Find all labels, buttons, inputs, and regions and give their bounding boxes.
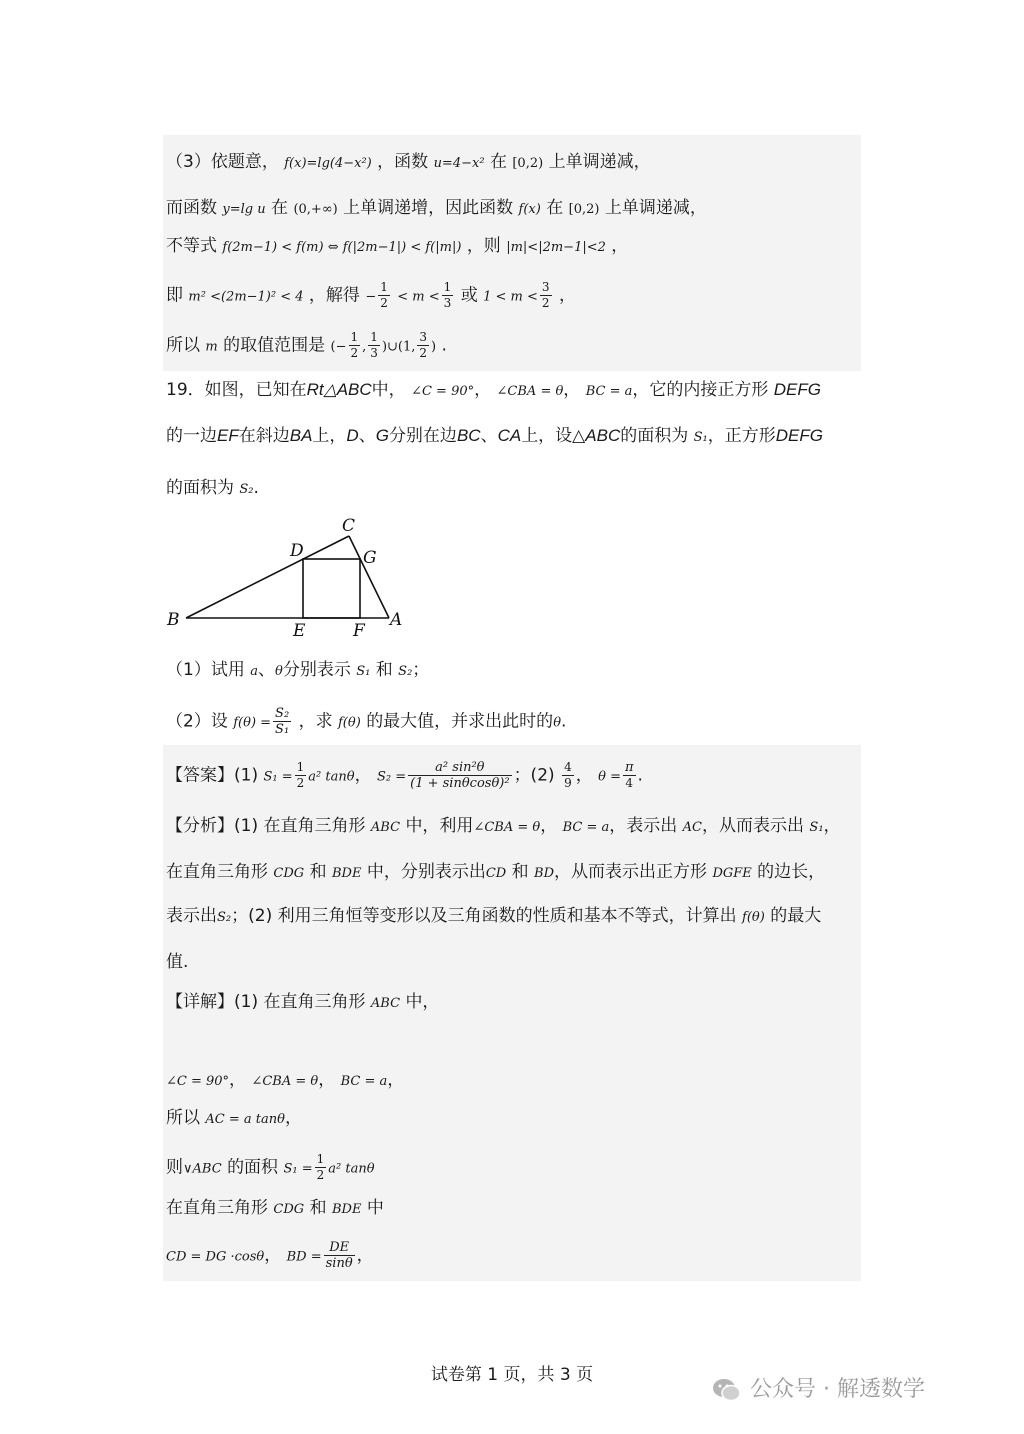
answer-line: 【答案】(1) S₁ = $\frac{1}{2}$ a² tanθ， S₂ = $\frac{\text{a² sin²θ}}{\text{(1 + sinθcosθ)²}}$ ；(2) $\frac{4}{9}$ ， θ = $\frac{\pi}{4}$ . [166,760,643,791]
label-a: A [390,610,403,630]
fraction-s2-formula: $\frac{\text{a² sin²θ}}{\text{(1 + sinθcosθ)²}}$ [410,760,510,791]
q19-line3: 的面积为 S₂. [166,478,259,498]
fraction-pi-over-four: $\frac{\pi}{4}$ [624,760,634,790]
analysis-line3: 表示出S₂；(2) 利用三角恒等变形以及三角函数的性质和基本不等式，计算出 f(θ) 的最大 [166,906,822,926]
detail-line2: ∠C = 90°， ∠CBA = θ， BC = a， [166,1070,405,1090]
fraction-four-ninths: $\frac{4}{9}$ [564,760,572,790]
analysis-line4: 值. [166,952,189,972]
label-d: D [290,541,304,561]
analysis-line2: 在直角三角形 CDG 和 BDE 中，分别表示出CD 和 BD，从而表示出正方形 DGFE 的边长， [166,862,826,882]
square-defg [303,559,360,618]
fraction-third: $\frac{1}{3}$ [443,280,452,310]
detail-line1: 【详解】(1) 在直角三角形 ABC 中， [166,992,440,1012]
q19-line1: 19．如图，已知在Rt△ABC中， ∠C = 90°， ∠CBA = θ， BC = a，它的内接正方形 DEFG [166,380,821,400]
detail-line4: 则∨ABC 的面积 S₁ = $\frac{1}{2}$ a² tanθ [166,1152,375,1182]
q19-line2: 的一边EF在斜边BA上，D、G分别在边BC、CA上，设△ABC的面积为 S₁，正方形DEFG [166,426,823,446]
label-b: B [167,610,180,630]
label-e: E [293,621,306,641]
part3-line3: 不等式 f(2m−1) < f(m) ⇔ f(|2m−1|) < f(|m|) ，则 |m|<|2m−1|<2 ， [166,236,629,256]
analysis-line1: 【分析】(1) 在直角三角形 ABC 中，利用∠CBA = θ， BC = a，表示出 AC，从而表示出 S₁， [166,816,841,836]
part3-line1: （3）依题意， f(x)=lg(4−x²) ，函数 u=4−x² 在 [0,2) 上单调递减， [166,152,651,172]
detail-line5: 在直角三角形 CDG 和 BDE 中 [166,1198,384,1218]
fraction-half: $\frac{1}{2}$ [316,1152,325,1182]
subq1: （1）试用 a、θ分别表示 S₁ 和 S₂； [166,660,430,680]
triangle-square-figure [160,510,420,645]
wechat-icon [712,1377,742,1403]
subq2: （2）设 f(θ) = $\frac{\text{S₂}}{\text{S₁}}$ ，求 f(θ) 的最大值，并求出此时的θ. [166,706,567,737]
watermark [712,1372,925,1403]
fraction-third: $\frac{1}{3}$ [370,330,378,360]
label-c: C [342,516,356,536]
detail-line6: CD = DG ·cosθ， BD = $\frac{DE}{\sin\theta}$ ， [166,1240,374,1271]
side-bc [186,536,349,618]
fraction-s2-over-s1: $\frac{\text{S₂}}{\text{S₁}}$ [275,706,290,737]
label-g: G [363,548,377,568]
page-footer: 试卷第 1 页，共 3 页 [430,1365,594,1385]
watermark-text: 公众号 · 解透数学 [750,1377,925,1402]
label-f: F [353,621,365,641]
part3-line2: 而函数 y=lg u 在 (0,+∞) 上单调递增，因此函数 f(x) 在 [0,2) 上单调递减， [166,198,707,218]
part3-line5: 所以 m 的取值范围是 (− $\frac{1}{2}$ , $\frac{1}{3}$ )∪(1, $\frac{3}{2}$ ) . [166,330,447,360]
fraction-half: $\frac{1}{2}$ [380,280,388,310]
fraction-de-over-sin: $\frac{DE}{\sin\theta}$ [325,1240,353,1271]
part3-line4: 即 m² <(2m−1)² < 4 ，解得 − $\frac{1}{2}$ < m < $\frac{1}{3}$ 或 1 < m < $\frac{3}{2}$ ， [166,280,576,310]
fraction-half: $\frac{1}{2}$ [296,760,305,790]
fraction-half: $\frac{1}{2}$ [350,330,359,360]
detail-line3: 所以 AC = a tanθ， [166,1108,302,1128]
fraction-three-halves: $\frac{3}{2}$ [419,330,428,360]
fraction-three-halves: $\frac{3}{2}$ [541,280,550,310]
